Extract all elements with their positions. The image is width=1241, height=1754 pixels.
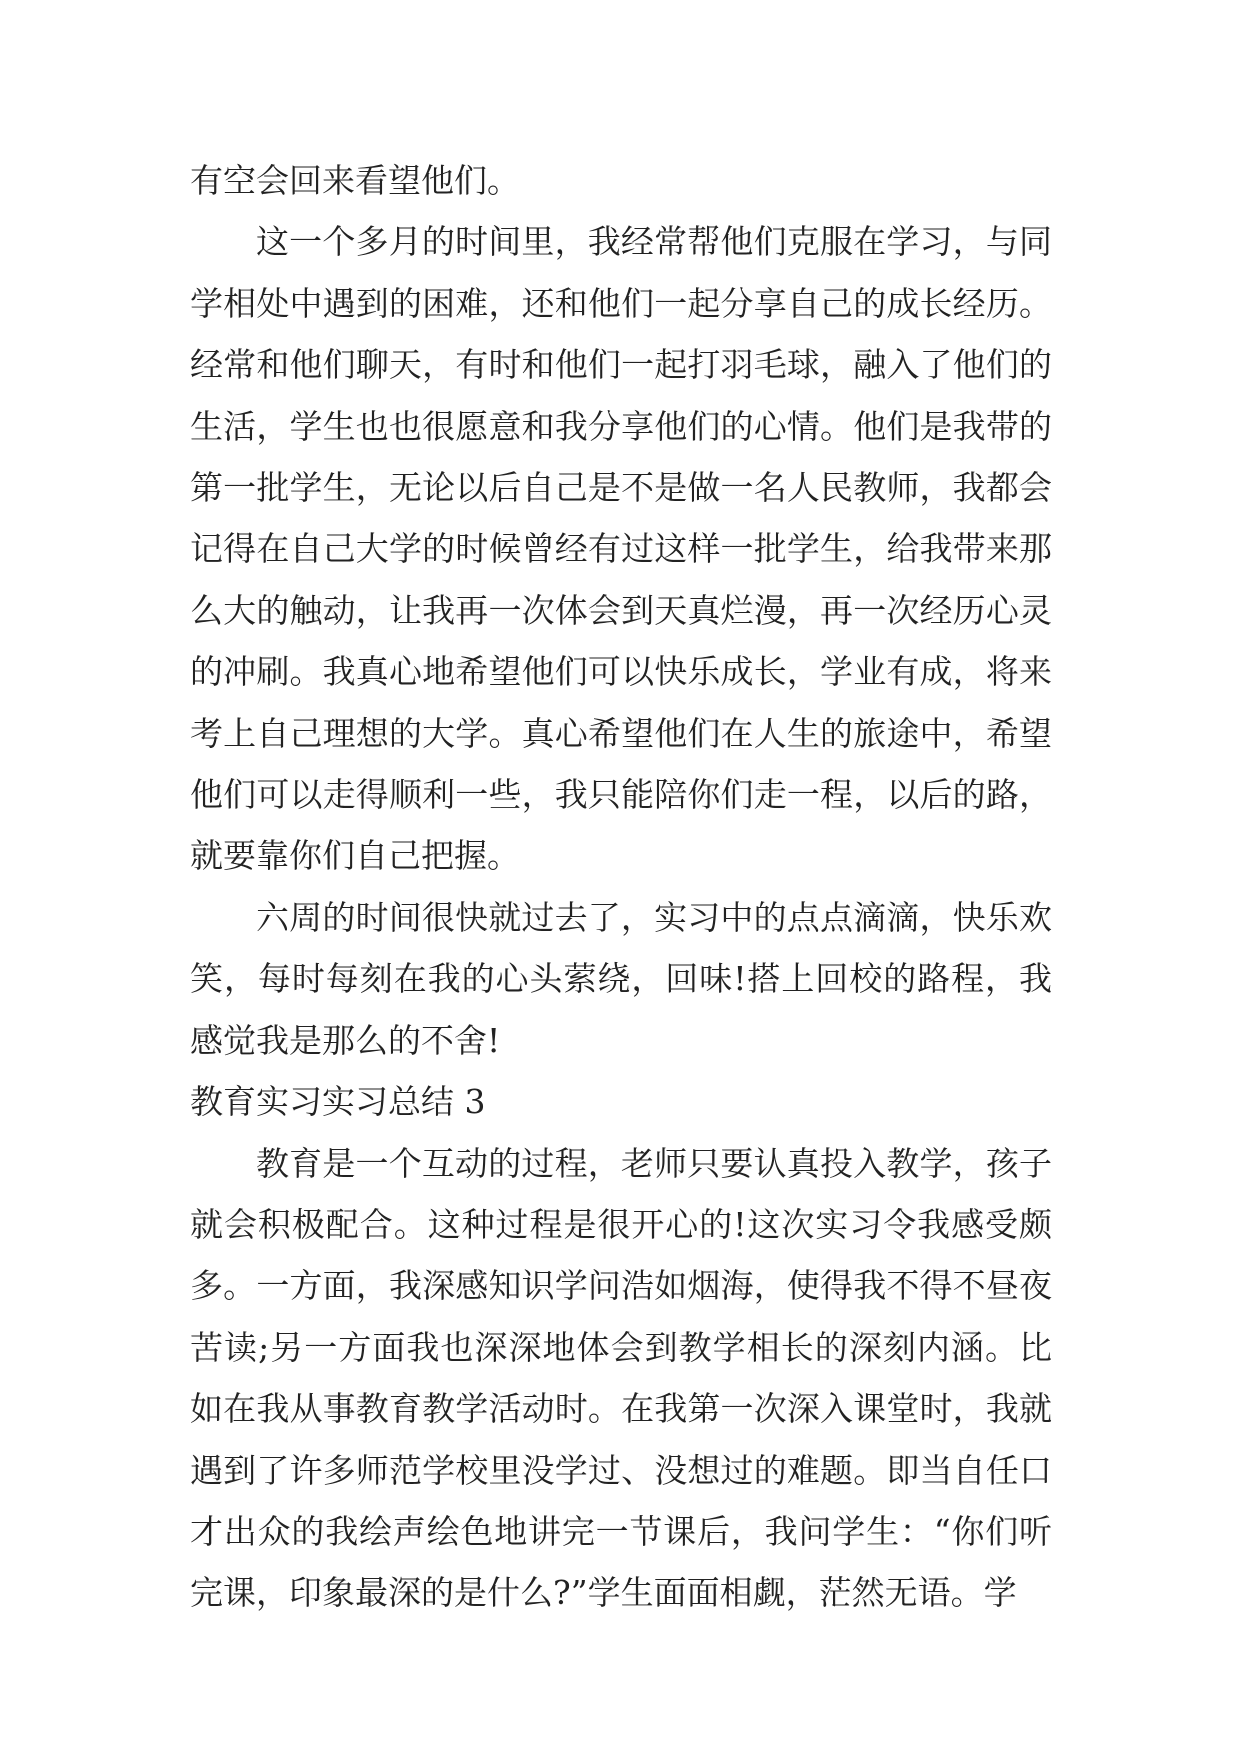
document-page <box>190 150 1052 1624</box>
paragraph: 教育是一个互动的过程，老师只要认真投入教学，孩子就会积极配合。这种过程是很开心的!这次实习令我感受颇多。一方面，我深感知识学问浩如烟海，使得我不得不昼夜苦读;另一方面我也深深地体会到教学相长的深刻内涵。比如在我从事教育教学活动时。在我第一次深入课堂时，我就遇到了许多师范学校里没学过、没想过的难题。即当自任口才出众的我绘声绘色地讲完一节课后，我问学生：“你们听完课，印象最深的是什么?”学生面面相觑，茫然无语。学 <box>190 1143 1052 1613</box>
paragraph: 六周的时间很快就过去了，实习中的点点滴滴，快乐欢笑，每时每刻在我的心头萦绕，回味!搭上回校的路程，我感觉我是那么的不舍! <box>190 897 1052 1060</box>
paragraph: 这一个多月的时间里，我经常帮他们克服在学习，与同学相处中遇到的困难，还和他们一起分享自己的成长经历。经常和他们聊天，有时和他们一起打羽毛球，融入了他们的生活，学生也也很愿意和我分享他们的心情。他们是我带的第一批学生，无论以后自己是不是做一名人民教师，我都会记得在自己大学的时候曾经有过这样一批学生，给我带来那么大的触动，让我再一次体会到天真烂漫，再一次经历心灵的冲刷。我真心地希望他们可以快乐成长，学业有成，将来考上自己理想的大学。真心希望他们在人生的旅途中，希望他们可以走得顺利一些，我只能陪你们走一程，以后的路，就要靠你们自己把握。 <box>190 222 1052 876</box>
paragraph-continuation: 有空会回来看望他们。 <box>190 161 520 200</box>
section-heading: 教育实习实习总结 3 <box>190 1082 486 1122</box>
